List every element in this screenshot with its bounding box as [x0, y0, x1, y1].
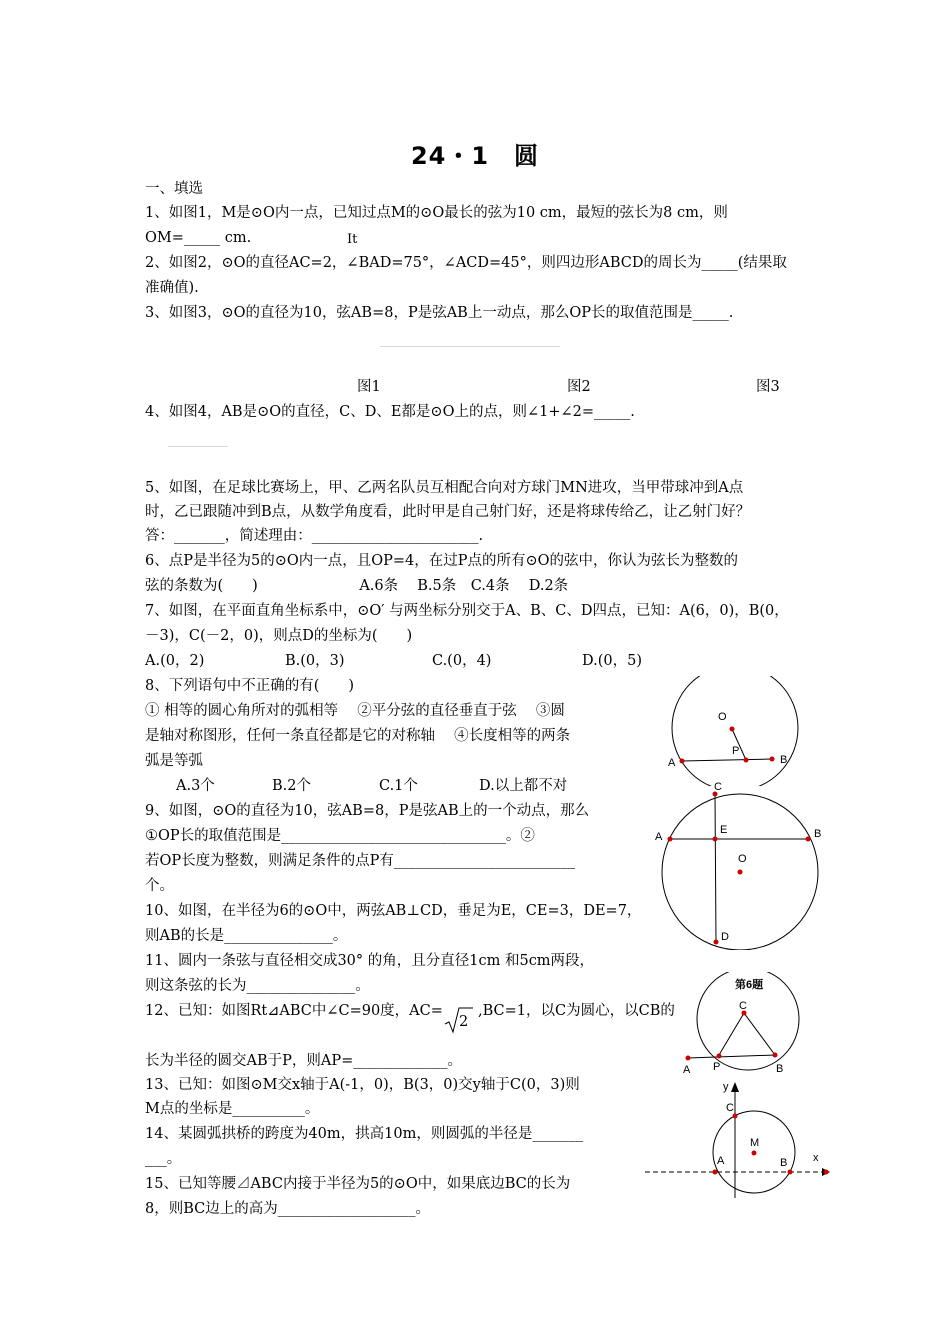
label-o: O: [718, 711, 727, 723]
label-c: C: [726, 1102, 734, 1114]
q5-line3: 答：_______，简述理由：_______________________.: [145, 528, 484, 544]
q12-line2: 长为半径的圆交AB于P，则AP=_____________。: [145, 1053, 463, 1069]
q15-line2: 8，则BC边上的高为___________________。: [145, 1201, 430, 1217]
q6-line1: 6、点P是半径为5的⊙O内一点，且OP=4，在过P点的所有⊙O的弦中，你认为弦长为整数的: [145, 553, 739, 569]
q8-option-d: D.以上都不对: [479, 778, 568, 794]
q9-line1: 9、如图，⊙O的直径为10，弦AB=8，P是弦AB上的一个动点，那么: [145, 803, 590, 819]
label-m: M: [750, 1137, 760, 1149]
q13-line2: M点的坐标是__________。: [145, 1101, 320, 1117]
page-title: 24・1 圆: [410, 142, 540, 170]
q7-option-c: C.(0，4): [432, 653, 492, 669]
q1-line1: 1、如图1，M是⊙O内一点，已知过点M的⊙O最长的弦为10 cm，最短的弦长为8 cm，则: [145, 205, 728, 221]
q8-option-c: C.1个: [379, 778, 418, 794]
q7-line2: －3)，C(－2，0)，则点D的坐标为( ): [145, 628, 413, 644]
q14-line1: 14、某圆弧拱桥的跨度为40m，拱高10m，则圆弧的半径是_______: [145, 1126, 584, 1142]
label-c: C: [739, 1000, 747, 1012]
label-b: B: [780, 754, 788, 766]
q11-line2: 则这条弦的长为_______________。: [145, 978, 370, 994]
q7-option-d: D.(0，5): [582, 653, 642, 669]
label-b: B: [780, 1157, 788, 1169]
q6-line2: 弦的条数为( ) A.6条 B.5条 C.4条 D.2条: [145, 578, 569, 594]
q9-line2: ①OP长的取值范围是_______________________________。②: [145, 828, 535, 844]
q12-line1b: ,BC=1，以C为圆心，以CB的: [478, 1003, 675, 1019]
q2-line1: 2、如图2，⊙O的直径AC=2，∠BAD=75°，∠ACD=45°，则四边形ABCD的周长为_____(结果取: [145, 255, 787, 271]
q7-option-b: B.(0，3): [285, 653, 345, 669]
figure-q10: [650, 778, 830, 950]
label-d: D: [721, 931, 729, 943]
q8-line1: 8、下列语句中不正确的有( ): [145, 678, 355, 694]
label-b: B: [814, 828, 822, 840]
label-a: A: [717, 1155, 725, 1167]
q4-line: 4、如图4，AB是⊙O的直径，C、D、E都是⊙O上的点，则∠1+∠2=_____.: [145, 404, 635, 420]
label-o: O: [738, 853, 747, 865]
q8-line2: ① 相等的圆心角所对的弧相等 ②平分弦的直径垂直于弦 ③圆: [145, 703, 565, 719]
q9-line3: 若OP长度为整数，则满足条件的点P有_________________________: [145, 853, 576, 869]
label-x: x: [813, 1152, 819, 1164]
label-y: y: [723, 1081, 729, 1093]
figure-q12-title: 第6题: [735, 979, 764, 991]
q2-line2: 准确值).: [145, 280, 199, 296]
figure-q13: [640, 1076, 830, 1206]
sqrt-value: 2: [459, 1014, 469, 1030]
q1-line2: OM=_____ cm.: [145, 230, 252, 246]
q15-line1: 15、已知等腰⊿ABC内接于半径为5的⊙O中，如果底边BC的长为: [145, 1176, 571, 1192]
ocr-artifact: It: [347, 232, 358, 247]
q14-line2: ___。: [145, 1151, 182, 1167]
figure-caption-2: 图2: [567, 379, 591, 395]
label-b: B: [776, 1063, 784, 1075]
label-a: A: [683, 1064, 691, 1076]
label-c: C: [714, 781, 722, 793]
label-a: A: [668, 757, 676, 769]
q8-option-b: B.2个: [272, 778, 311, 794]
faint-line: [168, 446, 228, 447]
label-e: E: [720, 824, 728, 836]
figure-caption-3: 图3: [756, 379, 780, 395]
q7-line1: 7、如图，在平面直角坐标系中，⊙O′ 与两坐标分别交于A、B、C、D四点，已知：A(6，0)，B(0，: [145, 603, 789, 619]
q13-line1: 13、已知：如图⊙M交x轴于A(-1，0)，B(3，0)交y轴于C(0，3)则: [145, 1077, 580, 1093]
label-a: A: [655, 831, 663, 843]
faint-line: [380, 346, 560, 347]
q8-option-a: A.3个: [176, 778, 215, 794]
label-p: P: [732, 745, 740, 757]
figure-q9: [660, 676, 810, 786]
figure-q12: [675, 972, 810, 1080]
q10-line2: 则AB的长是_______________。: [145, 928, 348, 944]
label-p: P: [713, 1061, 721, 1073]
q11-line1: 11、圆内一条弦与直径相交成30° 的角，且分直径1cm 和5cm两段，: [145, 953, 595, 969]
q9-line4: 个。: [145, 878, 174, 894]
q12-line1a: 12、已知：如图Rt⊿ABC中∠C=90度，AC=: [145, 1003, 443, 1019]
q10-line1: 10、如图，在半径为6的⊙O中，两弦AB⊥CD，垂足为E，CE=3，DE=7，: [145, 903, 642, 919]
q5-line1: 5、如图，在足球比赛场上，甲、乙两名队员互相配合向对方球门MN进攻，当甲带球冲到A点: [145, 480, 744, 496]
q8-line4: 弧是等弧: [145, 753, 203, 769]
q7-option-a: A.(0，2): [145, 653, 205, 669]
q3-line: 3、如图3，⊙O的直径为10，弦AB=8，P是弦AB上一动点，那么OP长的取值范围是_____.: [145, 305, 734, 321]
figure-caption-1: 图1: [357, 379, 381, 395]
section-heading: 一、填选: [145, 181, 203, 197]
q5-line2: 时，乙已跟随冲到B点，从数学角度看，此时甲是自己射门好，还是将球传给乙，让乙射门好？: [145, 504, 751, 520]
q8-line3: 是轴对称图形，任何一条直径都是它的对称轴 ④长度相等的两条: [145, 728, 571, 744]
